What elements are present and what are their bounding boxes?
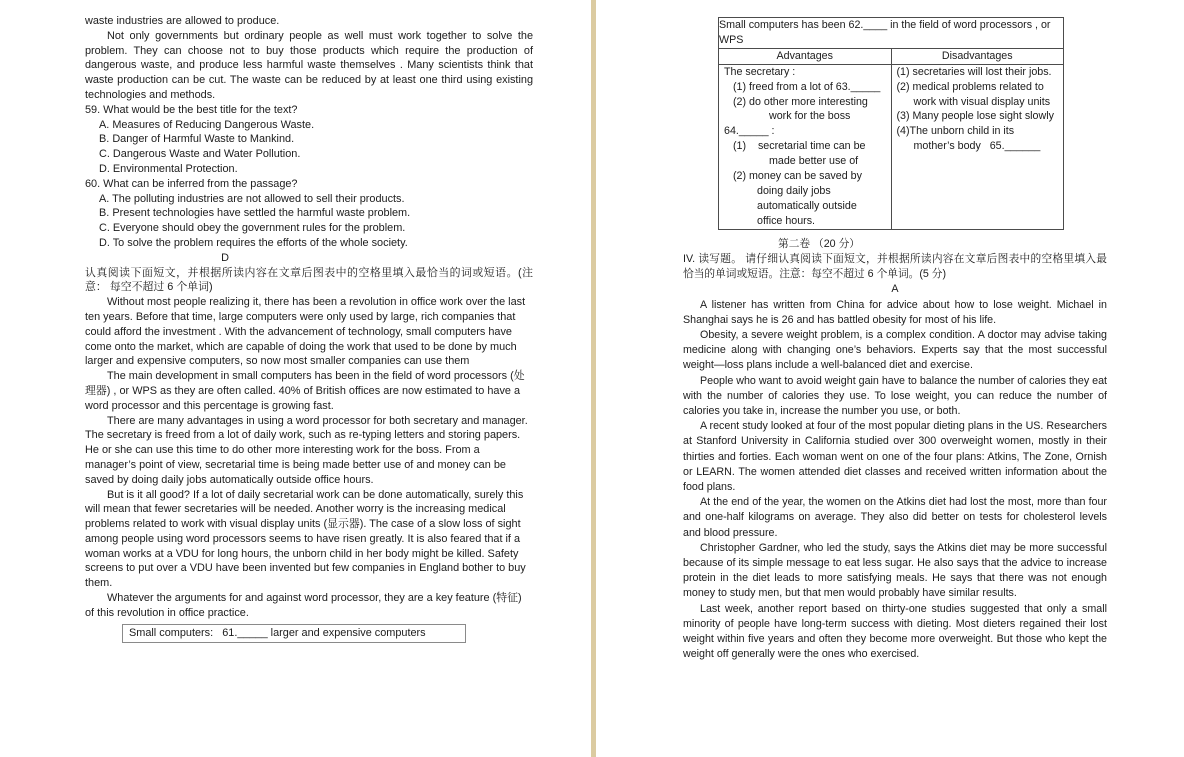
disadvantages-line: (1) secretaries will lost their jobs. <box>896 65 1052 78</box>
advantages-line: made better use of <box>769 155 859 168</box>
disadvantages-cell <box>891 64 1064 229</box>
paragraph-advantages: There are many advantages in using a word processor for both secretary and manager. The secretary is freed from a lot of daily work, such as re-typing letters and storing papers. He or she can use this time to do other more interesting work for the boss. From a manager’s point of view, secretarial time is being made better use of and money can be saved by doing daily jobs automatically outside office hours. <box>85 414 528 486</box>
question-60-option-b: B. Present technologies have settled the harmful waste problem. <box>99 207 411 220</box>
question-60-option-a: A. The polluting industries are not allowed to sell their products. <box>99 192 405 205</box>
paragraph-atkins-results: At the end of the year, the women on the Atkins diet had lost the most, more than four and one-half kilograms on average. They also did better on tests for cholesterol levels and blood pressure. <box>683 496 1107 539</box>
advantages-line: The secretary : <box>724 65 796 78</box>
advantages-line: (2) money can be saved by <box>733 170 862 183</box>
table-header-row <box>719 48 1064 64</box>
advantages-cell <box>719 64 892 229</box>
advantages-line: doing daily jobs <box>757 184 831 197</box>
paragraph-concerns: But is it all good? If a lot of daily secretarial work can be done automatically, surely this will mean that fewer secretaries will be needed. Another worry is the increasing medical problems related to work with visual display units (显示器). The case of a slow loss of sight among people using word processors seems to have risen greatly. It is also feared that if a woman works at a VDU for long hours, the unborn child in her body might be killed. Safety screens to put over a VDU have been invented but few companies in England bother to buy <box>85 488 526 575</box>
advantages-line: (2) do other more interesting <box>733 95 868 108</box>
question-59-stem: 59. What would be the best title for the text? <box>85 103 298 116</box>
passage-a-label: A <box>891 283 899 296</box>
paragraph-revolution: Without most people realizing it, there has been a revolution in office work over the last ten years. Before that time, large computers were only used by large, rich companies that could afford the investment . With the advancement of technology, small computers have come onto the market, which are capable of doing the work that used to be done by much larger and expensive computers, so now most smaller companies can use them <box>85 296 526 368</box>
page-gutter-divider <box>591 0 596 757</box>
paragraph-conclusion: Whatever the arguments for and against word processor, they are a key feature (特征) of this revolution in office practice. <box>85 592 522 619</box>
paragraph-obesity: Obesity, a severe weight problem, is a complex condition. A doctor may advise taking medicine along with changing one’s behaviors. Experts say that the most successful weight—loss plans include a well-balanced diet and exercise. <box>683 328 1107 372</box>
advantages-line: automatically outside <box>757 199 857 212</box>
right-page-column <box>683 14 1107 662</box>
question-60-option-c: C. Everyone should obey the government rules for the problem. <box>99 222 406 235</box>
disadvantages-line: (3) Many people lose sight slowly <box>896 110 1054 123</box>
table-caption-row <box>719 18 1064 49</box>
paragraph-last-week: Last week, another report based on thirty-one studies suggested that only a small minority of people have long-term success with dieting. Most dieters regained their lost weight within five years and often they become more overweight. But those who kept the weight off generally were the ones who exercised. <box>683 602 1107 661</box>
question-59-option-d: D. Environmental Protection. <box>99 162 238 175</box>
disadvantages-line: mother’s body 65.______ <box>913 140 1041 153</box>
advantages-line: work for the boss <box>769 110 851 123</box>
section-d-label: D <box>221 251 229 264</box>
volume-two-title: 第二卷 （20 分） <box>778 237 860 250</box>
left-page-column <box>85 14 533 643</box>
table-caption: Small computers has been 62.____ in the field of word processors , or WPS <box>719 18 1064 49</box>
summary-table <box>718 17 1064 230</box>
advantages-line: 64._____ : <box>724 125 775 138</box>
disadvantages-line: (4)The unborn child in its <box>896 125 1015 138</box>
continued-text-line: waste industries are allowed to produce. <box>85 15 280 27</box>
advantages-line: (1) secretarial time can be <box>733 140 866 153</box>
advantages-line: (1) freed from a lot of 63._____ <box>733 80 881 93</box>
paragraph-waste: Not only governments but ordinary people as well must work together to solve the problem. They can choose not to buy those products which require the production of dangerous waste, and produce less harmful waste themselves . Many scientists think that waste production can be cut. The waste can be reduced by at least one third using existing technologies and methods. <box>85 29 533 101</box>
paragraph-listener: A listener has written from China for advice about how to lose weight. Michael in Shanghai says he is 26 and has battled obesity for most of his life. <box>683 298 1107 326</box>
disadvantages-line: (2) medical problems related to <box>896 80 1044 93</box>
advantages-line: office hours. <box>757 214 816 227</box>
paragraph-study: A recent study looked at four of the most popular dieting plans in the US. Researchers at Stanford University in California studied over 300 overweight women, mostly in their thirties and forties. Each woman went on one of the four plans: Atkins, The Zone, Ornish or LEARN. The women attended diet classes and received written information about the food plans. <box>683 420 1107 493</box>
section-d-instruction: 认真阅读下面短文，并根据所读内容在文章后图表中的空格里填入最恰当的词或短语。(注意： 每空不超过 6 个单词) <box>85 266 533 294</box>
blank-61-box: Small computers: 61._____ larger and expensive computers <box>122 624 466 644</box>
question-60-stem: 60. What can be inferred from the passage? <box>85 177 298 190</box>
paragraph-gardner: Christopher Gardner, who led the study, says the Atkins diet may be more successful because of its simple message to eat less sugar. He also says that the advice to increase protein in the diet leads to more satisfying meals. He says that there was not enough money to study men, but that men would probably have similar results. <box>683 541 1107 600</box>
disadvantages-line: work with visual display units <box>913 95 1051 108</box>
question-59-option-b: B. Danger of Harmful Waste to Mankind. <box>99 133 295 146</box>
paragraph-word-processors: The main development in small computers has been in the field of word processors (处理器) , or WPS as they are often called. 40% of British offices are now estimated to have a word processor and this percentage is growing fast. <box>85 370 525 412</box>
question-59-option-c: C. Dangerous Waste and Water Pollution. <box>99 148 301 161</box>
disadvantages-header: Disadvantages <box>891 48 1064 64</box>
question-59-option-a: A. Measures of Reducing Dangerous Waste. <box>99 118 315 131</box>
paragraph-calories: People who want to avoid weight gain have to balance the number of calories they eat with the number of calories they use. To lose weight, you can reduce the number of calories you take in, increase the number you use, or both. <box>683 374 1107 417</box>
question-60-option-d: D. To solve the problem requires the efforts of the whole society. <box>99 236 408 249</box>
advantages-header: Advantages <box>719 48 892 64</box>
table-content-row <box>719 64 1064 229</box>
section-iv-instruction: IV. 读写题。 请仔细认真阅读下面短文，并根据所读内容在文章后图表中的空格里填入最恰当的单词或短语。注意：每空不超过 6 个单词。(5 分) <box>683 252 1107 281</box>
paragraph-concerns-tail: them. <box>85 577 113 590</box>
